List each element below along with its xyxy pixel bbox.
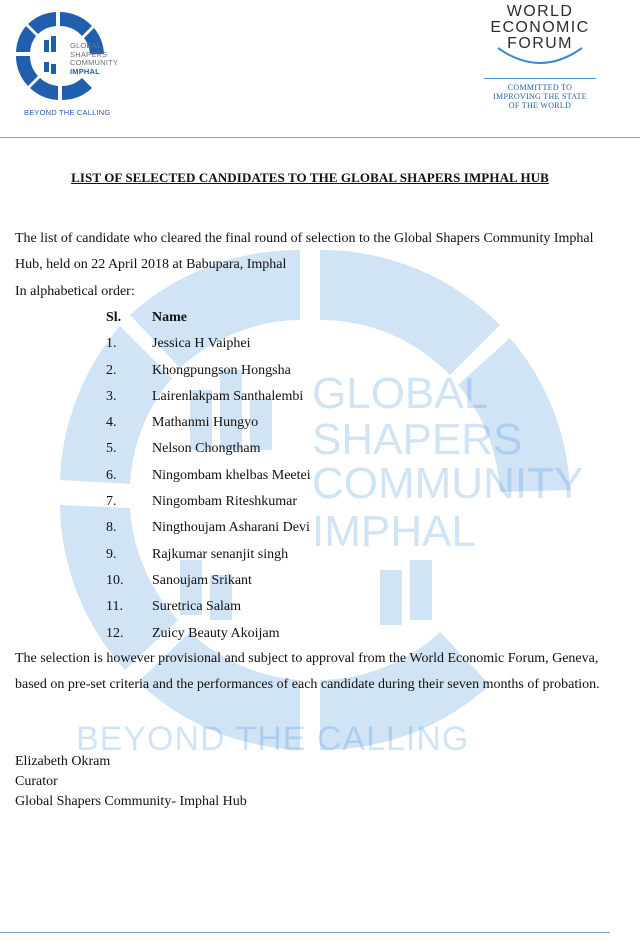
watermark-line: IMPHAL xyxy=(312,507,476,556)
candidate-serial: 11. xyxy=(106,599,123,615)
candidate-serial: 10. xyxy=(106,572,124,588)
signature-block xyxy=(15,752,247,812)
candidate-row xyxy=(106,568,526,594)
candidate-name: Jessica H Vaiphei xyxy=(152,336,251,352)
serial-column-header: Sl. xyxy=(106,310,122,325)
candidate-row xyxy=(106,621,526,647)
candidate-row xyxy=(106,410,526,436)
candidate-name: Suretrica Salam xyxy=(152,599,242,615)
global-shapers-logo xyxy=(14,10,144,120)
candidate-serial: 4. xyxy=(106,415,117,431)
candidate-row xyxy=(106,594,526,620)
candidate-row xyxy=(106,358,526,384)
wef-logo-word: FORUM xyxy=(507,35,573,52)
candidate-row xyxy=(106,436,526,462)
candidate-serial: 12. xyxy=(106,625,124,641)
watermark-tagline: BEYOND THE CALLING xyxy=(76,720,470,758)
candidate-serial: 1. xyxy=(106,336,117,352)
gsc-logo-word: GLOBAL xyxy=(70,41,102,50)
wef-tagline-line: COMMITTED TO xyxy=(507,83,573,92)
candidate-serial: 7. xyxy=(106,494,117,510)
watermark-line: COMMUNITY xyxy=(312,459,584,508)
wef-logo-word: WORLD xyxy=(506,3,574,20)
world-economic-forum-logo xyxy=(478,4,602,122)
candidate-list-header xyxy=(106,305,526,331)
candidate-name: Sanoujam Srikant xyxy=(152,572,252,588)
gsc-logo-word: SHAPERS xyxy=(70,49,108,59)
gsc-logo-word: IMPHAL xyxy=(70,66,100,76)
order-note: In alphabetical order: xyxy=(15,284,135,299)
candidate-name: Zuicy Beauty Akoijam xyxy=(152,625,280,641)
gsc-logo-word: COMMUNITY xyxy=(70,58,119,67)
closing-paragraph: The selection is however provisional and subject to approval from the World Economic Forum, Geneva, based on pre-set criteria and the performances of each candidate during their seven months of probation. xyxy=(15,651,600,692)
candidate-name: Ningthoujam Asharani Devi xyxy=(152,520,310,536)
candidate-name: Rajkumar senanjit singh xyxy=(152,546,289,562)
candidate-name: Khongpungson Hongsha xyxy=(152,362,291,378)
candidate-serial: 6. xyxy=(106,467,117,483)
signatory-role: Curator xyxy=(15,774,58,789)
wef-tagline-line: OF THE WORLD xyxy=(508,101,572,110)
gsc-logo-tagline: BEYOND THE CALLING xyxy=(24,108,111,117)
candidate-row xyxy=(106,489,526,515)
candidate-name: Ningombam Riteshkumar xyxy=(152,494,298,510)
candidate-serial: 9. xyxy=(106,546,117,562)
watermark-line: SHAPERS xyxy=(312,415,523,464)
candidate-serial: 8. xyxy=(106,520,117,536)
candidate-serial: 5. xyxy=(106,441,117,457)
wef-tagline-line: IMPROVING THE STATE xyxy=(493,92,587,101)
intro-paragraph: The list of candidate who cleared the final round of selection to the Global Shapers Community Imphal Hub, held on 22 April 2018 at Babupara, Imphal xyxy=(15,231,594,272)
candidate-serial: 2. xyxy=(106,362,117,378)
wef-logo-tagline xyxy=(478,83,602,110)
candidate-row xyxy=(106,515,526,541)
wef-logo-word: ECONOMIC xyxy=(490,19,590,36)
watermark-line: GLOBAL xyxy=(312,369,489,418)
signatory-name: Elizabeth Okram xyxy=(15,754,111,769)
document-title: LIST OF SELECTED CANDIDATES TO THE GLOBAL SHAPERS IMPHAL HUB xyxy=(71,170,549,185)
header-divider xyxy=(0,137,640,138)
wef-logo-divider xyxy=(484,78,596,79)
candidate-row xyxy=(106,384,526,410)
name-column-header: Name xyxy=(152,310,187,325)
signatory-organization: Global Shapers Community- Imphal Hub xyxy=(15,794,247,809)
candidate-name: Lairenlakpam Santhalembi xyxy=(152,388,304,404)
candidate-serial: 3. xyxy=(106,388,117,404)
candidate-name: Mathanmi Hungyo xyxy=(152,415,259,431)
candidate-name: Nelson Chongtham xyxy=(152,441,261,457)
candidate-row xyxy=(106,331,526,357)
candidate-row xyxy=(106,463,526,489)
candidate-row xyxy=(106,542,526,568)
candidate-name: Ningombam khelbas Meetei xyxy=(152,467,311,483)
candidate-list xyxy=(106,305,526,647)
footer-divider xyxy=(0,932,610,933)
gsc-logo-wordmark xyxy=(70,42,118,76)
